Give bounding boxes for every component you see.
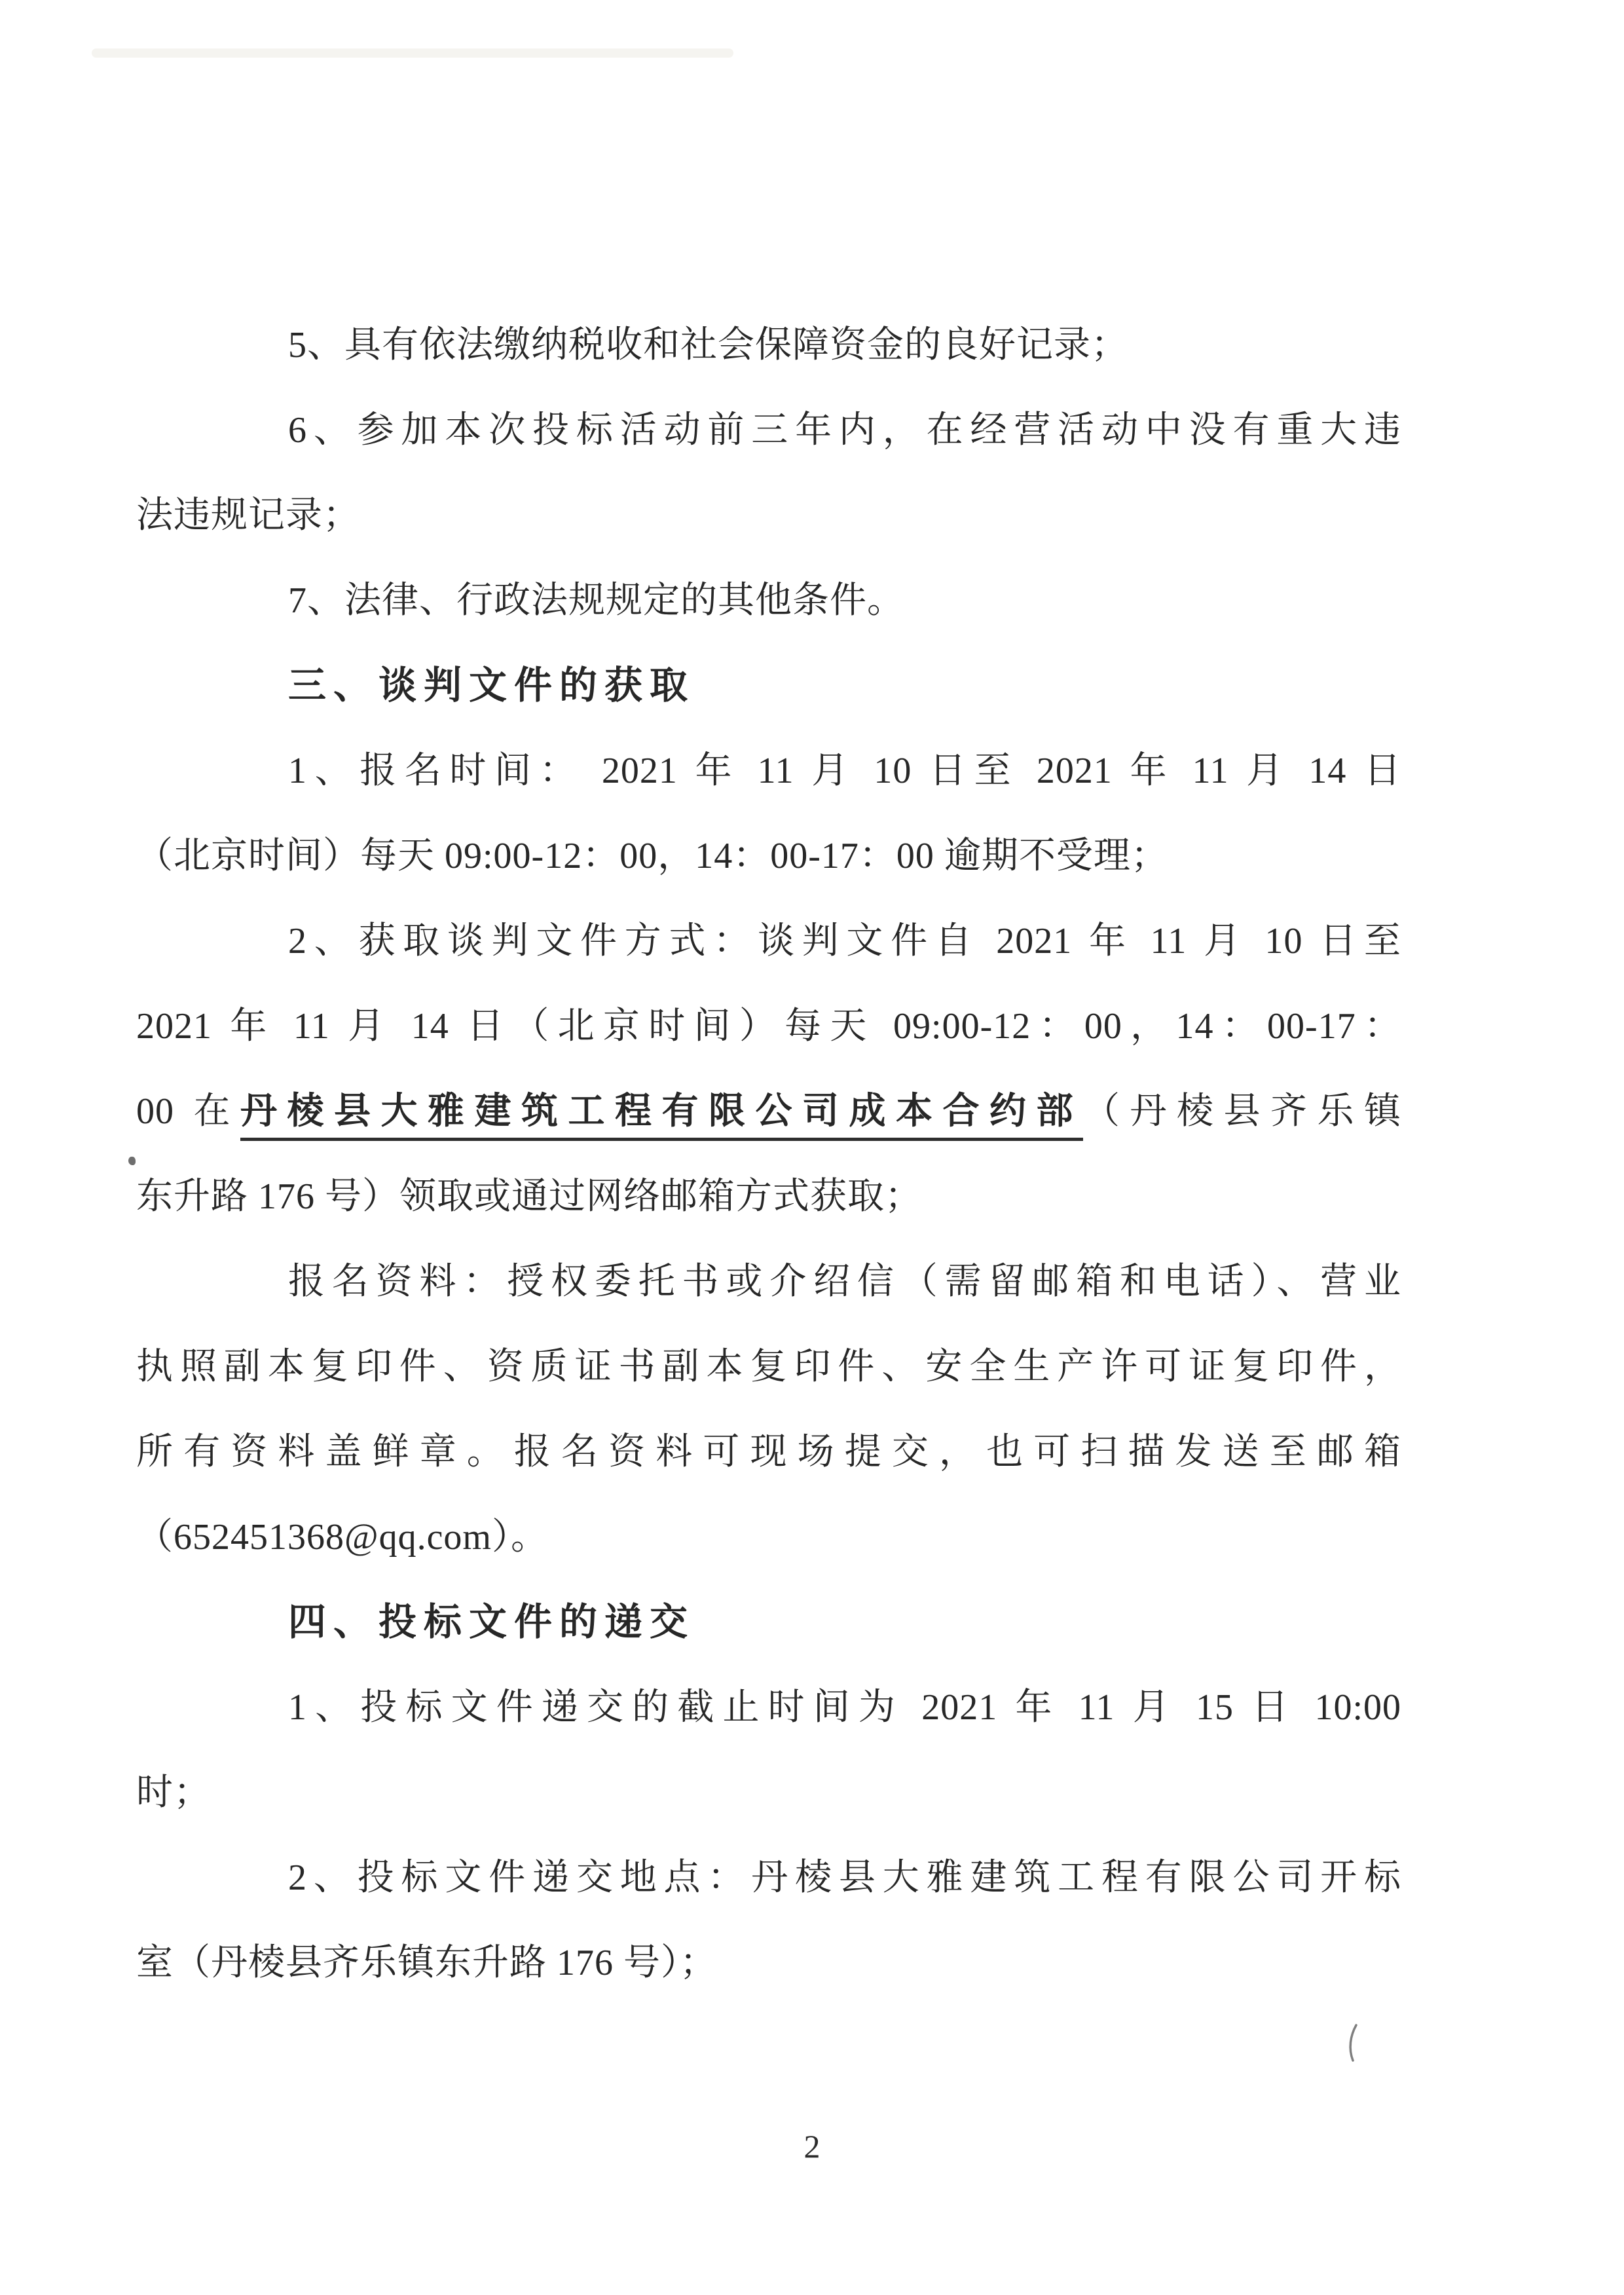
text-segment: 2021 年 11 月 14 日（北京时间）每天 09:00-12：00，14：00-17： [136,1006,1401,1047]
document-line [136,1920,1401,2006]
section-heading [136,1580,1401,1665]
document-line [136,1495,1401,1580]
text-segment: （丹棱县齐乐镇 [1083,1091,1401,1132]
document-line [136,1069,1401,1154]
text-segment: 四、投标文件的递交 [288,1601,695,1643]
text-segment: 1、报名时间： 2021 年 11 月 10 日至 2021 年 11 月 14 日 [288,751,1401,791]
text-segment: 2、投标文件递交地点：丹棱县大雅建筑工程有限公司开标 [288,1857,1401,1898]
document-line [136,984,1401,1069]
document-line [136,1324,1401,1409]
text-segment: 执照副本复印件、资质证书副本复印件、安全生产许可证复印件， [136,1347,1401,1387]
document-line [136,558,1401,643]
text-segment: 室（丹棱县齐乐镇东升路 176 号）； [136,1943,717,1983]
document-body [136,303,1401,2006]
document-line [136,1154,1401,1239]
text-segment: 所有资料盖鲜章。报名资料可现场提交，也可扫描发送至邮箱 [136,1432,1401,1472]
scan-curve-mark [1344,2023,1361,2063]
text-segment: 2、获取谈判文件方式：谈判文件自 2021 年 11 月 10 日至 [288,921,1402,961]
scan-smudge-band [92,48,733,58]
document-line [136,813,1401,899]
text-segment: 7、法律、行政法规规定的其他条件。 [288,580,904,621]
underlined-company-name: 丹棱县大雅建筑工程有限公司成本合约部 [240,1091,1083,1141]
text-segment: 00 在 [136,1091,240,1132]
text-segment: 时； [136,1772,211,1813]
document-line [136,303,1401,388]
text-segment: （北京时间）每天 09:00-12：00，14：00-17：00 逾期不受理； [136,836,1168,876]
document-line [136,1835,1401,1920]
document-line [136,1409,1401,1495]
text-segment: 1、投标文件递交的截止时间为 2021 年 11 月 15 日 10:00 [288,1687,1401,1728]
text-segment: （652451368@qq.com）。 [136,1517,548,1558]
document-line [136,473,1401,558]
section-heading [136,643,1401,728]
document-line [136,728,1401,813]
text-segment: 5、具有依法缴纳税收和社会保障资金的良好记录； [288,325,1128,365]
document-line [136,388,1401,473]
text-segment: 三、谈判文件的获取 [288,664,695,707]
page-number: 2 [803,2128,821,2165]
document-line [136,899,1401,984]
text-segment: 法违规记录； [136,495,360,536]
document-line [136,1665,1401,1750]
text-segment: 报名资料：授权委托书或介绍信（需留邮箱和电话）、营业 [288,1261,1401,1302]
text-segment: 东升路 176 号）领取或通过网络邮箱方式获取； [136,1176,922,1217]
text-segment: 6、参加本次投标活动前三年内，在经营活动中没有重大违 [288,410,1401,451]
document-line [136,1750,1401,1835]
scan-speck-dot [128,1157,136,1165]
document-line [136,1239,1401,1324]
